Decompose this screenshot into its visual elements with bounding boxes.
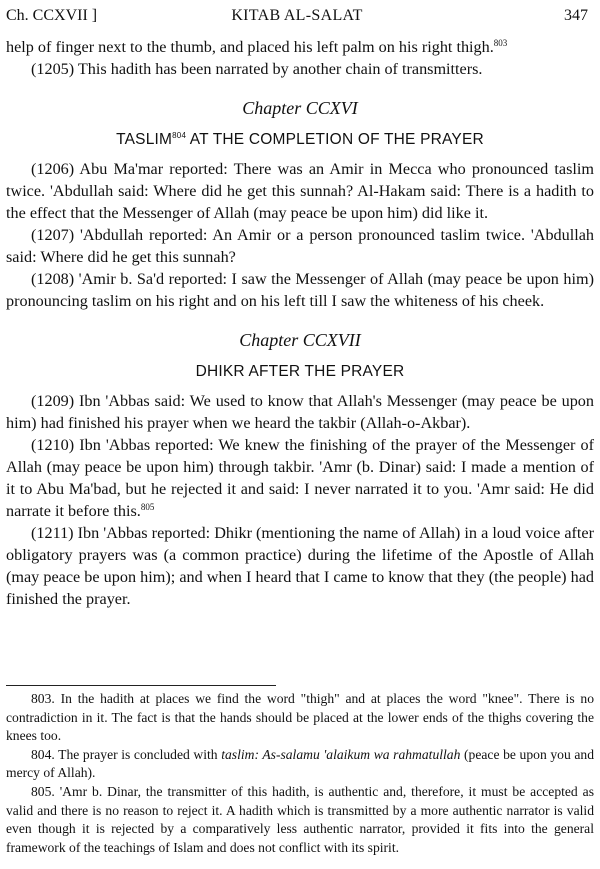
footnote-803: 803. In the hadith at places we find the word "thigh" and at places the word "knee". There is no contradiction in it. The fact is that the hands should be placed at the lower ends of the thighs covering the knees too.: [6, 691, 594, 744]
book-title: KITAB AL-SALAT: [231, 7, 363, 24]
hadith-1211: (1211) Ibn 'Abbas reported: Dhikr (mentioning the name of Allah) in a loud voice after obligatory prayers was (a common practice) during the lifetime of the Apostle of Allah (may peace be upon him); and when I heard that I came to know that they (the people) had finished the prayer.: [6, 524, 594, 608]
continuation-paragraph: help of finger next to the thumb, and placed his left palm on his right thigh.$^{803}$: [6, 38, 508, 56]
hadith-1207: (1207) 'Abdullah reported: An Amir or a person pronounced taslim twice. 'Abdullah said: Where did he get this sunnah?: [6, 226, 594, 266]
hadith-1210: (1210) Ibn 'Abbas reported: We knew the finishing of the prayer of the Messenger of Allah (may peace be upon him) through takbir. 'Amr (b. Dinar) said: I made a mention of it to Abu Ma'bad, but he rejected it and said: I never narrated it to you. 'Amr said: He did narrate it before this.$^{805}$: [6, 436, 594, 520]
page-number: 347: [564, 7, 588, 24]
chapter-ref: Ch. CCXVII ]: [6, 7, 98, 24]
section-title-dhikr: DHIKR AFTER THE PRAYER: [195, 363, 405, 380]
footnotes: [6, 690, 594, 857]
main-text: [6, 36, 594, 610]
chapter-heading-ccxvii: Chapter CCXVII: [239, 330, 361, 350]
hadith-1209: (1209) Ibn 'Abbas said: We used to know that Allah's Messenger (may peace be upon him) had finished his prayer when we heard the takbir (Allah-o-Akbar).: [6, 392, 594, 432]
footnote-804: 804. The prayer is concluded with taslim: As-salamu 'alaikum wa rahmatullah (peace be upon you and mercy of Allah).: [6, 746, 594, 781]
chapter-heading-ccxvi: Chapter CCXVI: [242, 98, 358, 118]
running-header: [6, 2, 588, 30]
footnote-805: 805. 'Amr b. Dinar, the transmitter of this hadith, is authentic and, therefore, it must be accepted as valid and there is no reason to reject it. A hadith which is transmitted by a more authentic narrator is valid even though it is rejected by a comparatively less authentic narrator, provided it fits into the general framework of the teachings of Islam and does not conflict with its spirit.: [6, 783, 594, 855]
hadith-1206: (1206) Abu Ma'mar reported: There was an Amir in Mecca who pronounced taslim twice. 'Abdullah said: Where did he get this sunnah? Al-Hakam said: There is a hadith to the effect that the Messenger of Allah (may peace be upon him) did like it.: [6, 160, 594, 222]
section-title-taslim: TASLIM$^{804}$ AT THE COMPLETION OF THE PRAYER: [116, 131, 484, 148]
hadith-1205: (1205) This hadith has been narrated by another chain of transmitters.: [31, 60, 483, 78]
footnote-ref-804[interactable]: 804: [172, 131, 187, 140]
footnote-ref-805[interactable]: 805: [140, 502, 155, 512]
hadith-1208: (1208) 'Amir b. Sa'd reported: I saw the Messenger of Allah (may peace be upon him) pronouncing taslim on his right and on his left till I saw the whiteness of his cheek.: [6, 270, 594, 310]
footnote-ref-803[interactable]: 803: [493, 38, 508, 48]
footnote-divider: [6, 685, 276, 686]
